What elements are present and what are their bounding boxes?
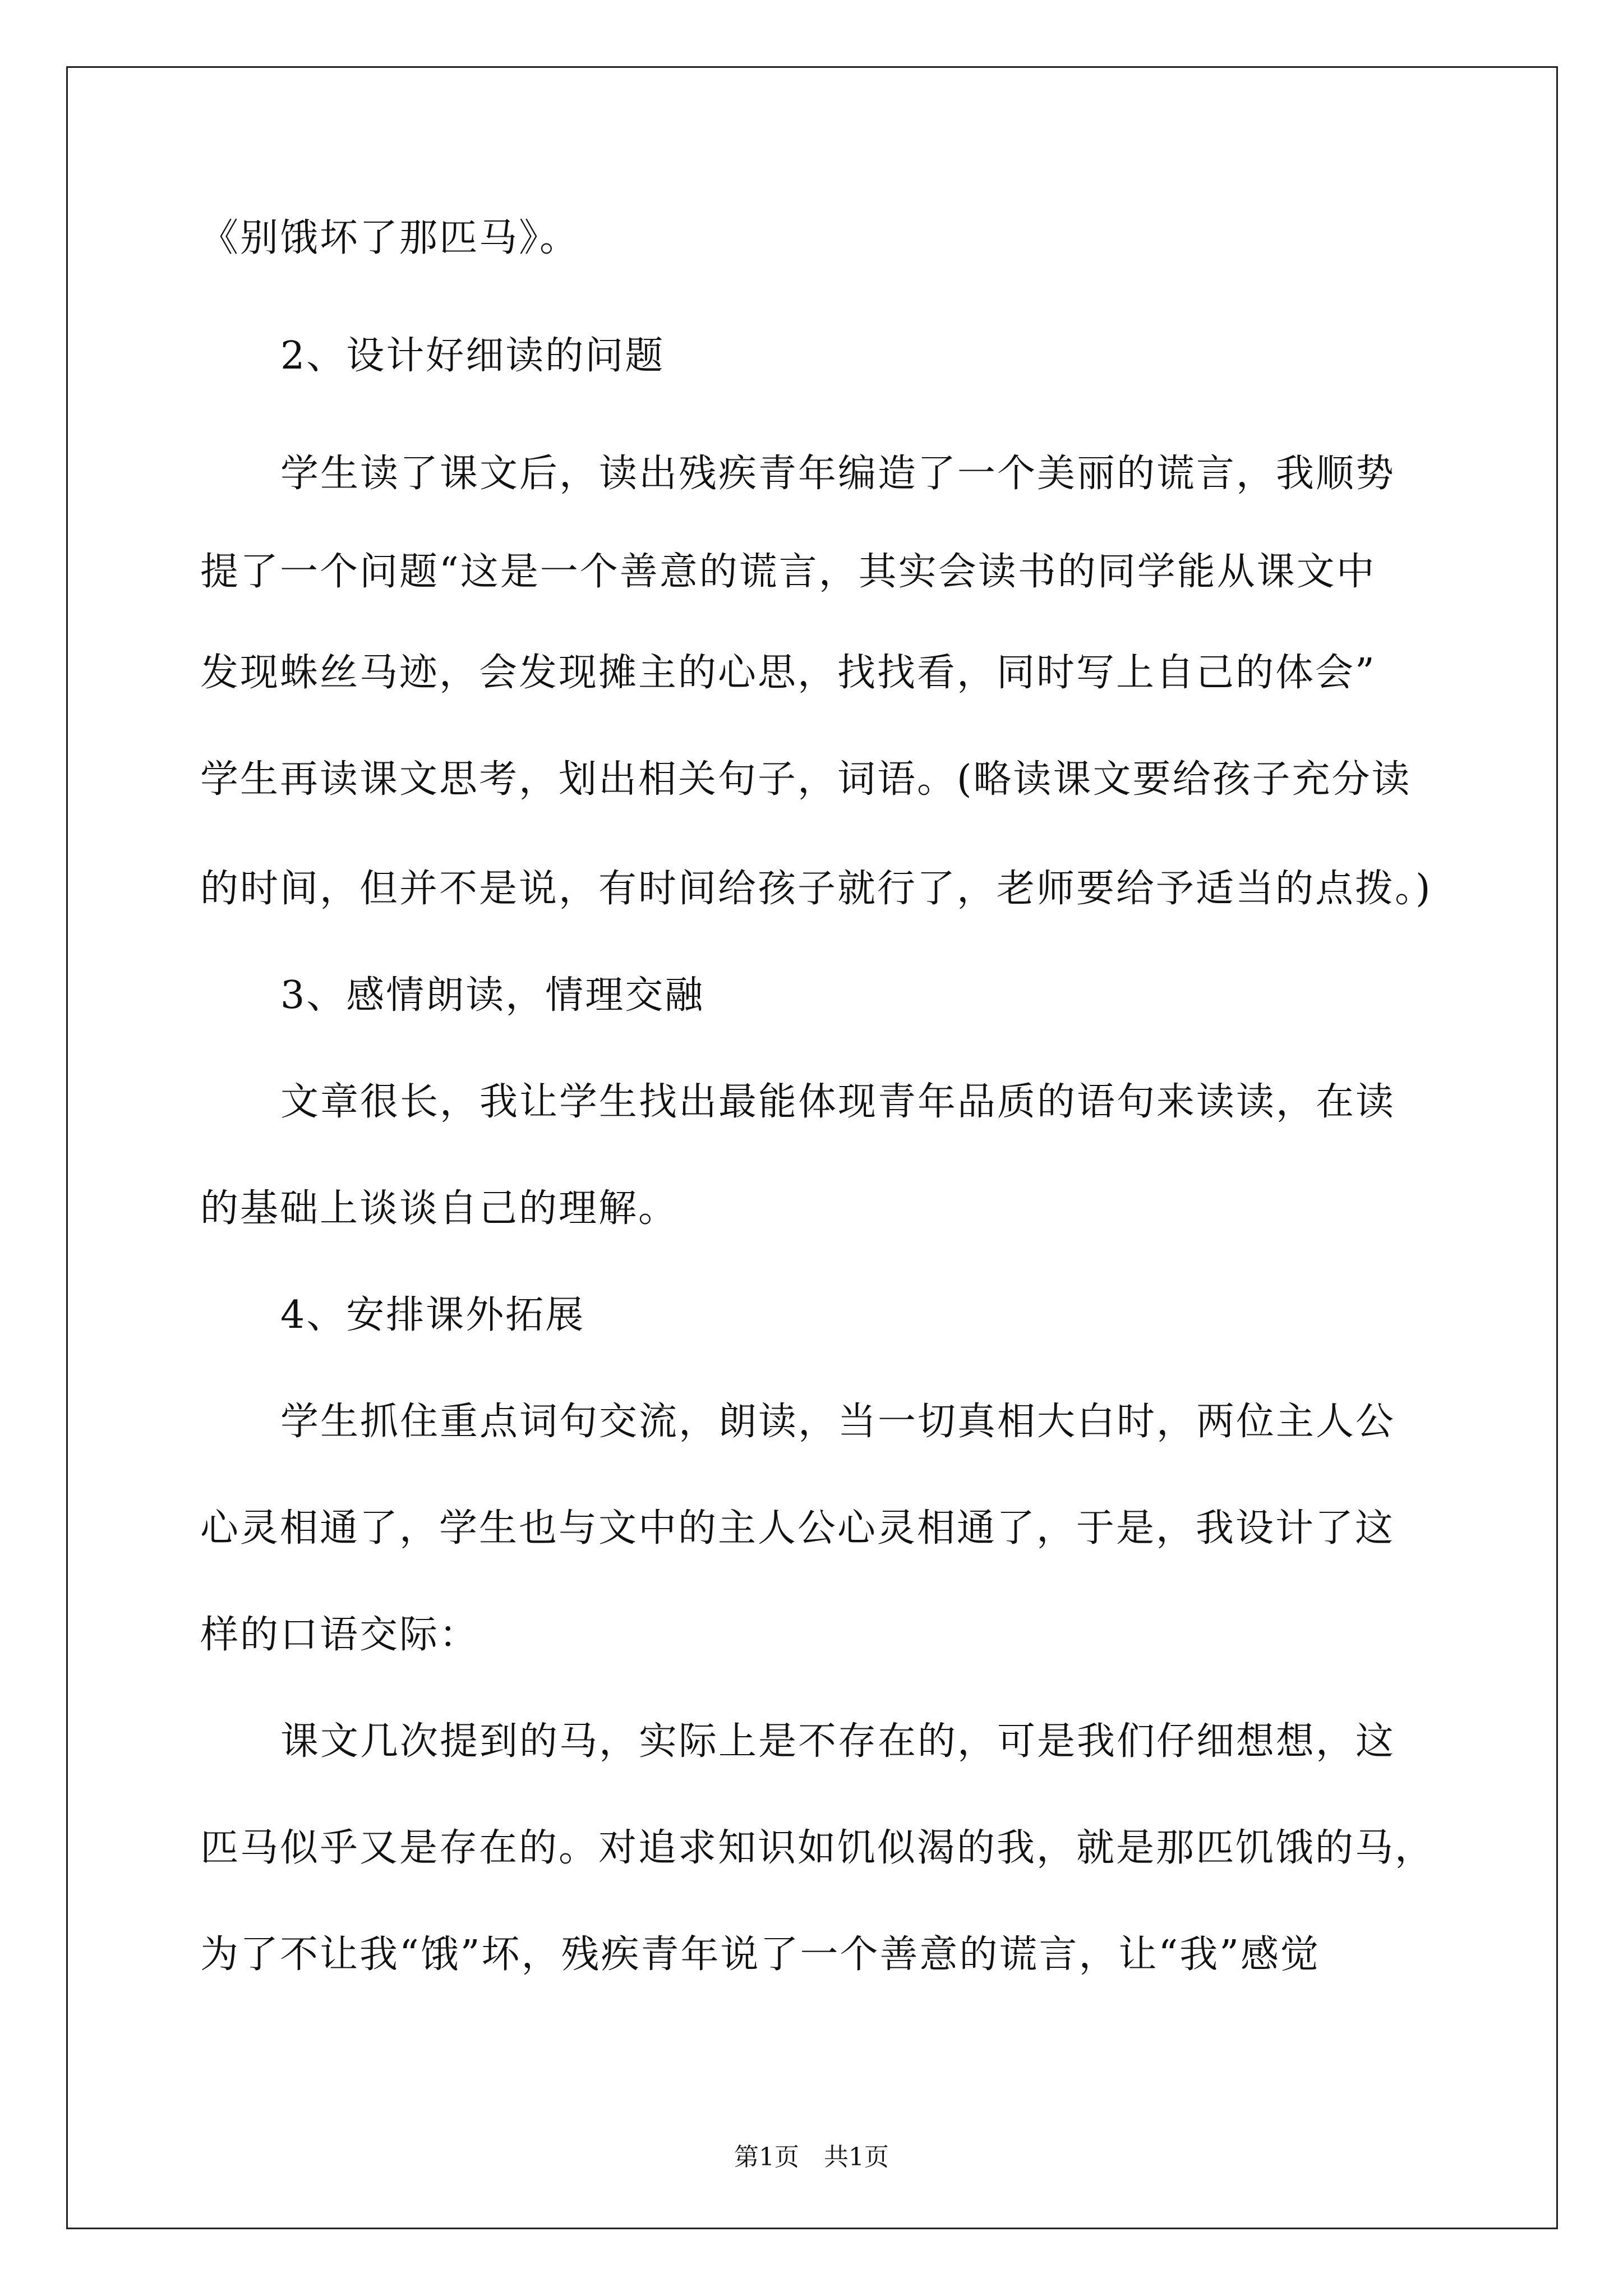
text-line: 文章很长，我让学生找出最能体现青年品质的语句来读读，在读 bbox=[280, 1080, 1396, 1124]
text-line: 匹马似乎又是存在的。对追求知识如饥似渴的我，就是那匹饥饿的马， bbox=[200, 1826, 1435, 1870]
text-line: 发现蛛丝马迹，会发现摊主的心思，找找看，同时写上自己的体会” bbox=[200, 651, 1376, 695]
section-heading: 4、安排课外拓展 bbox=[280, 1293, 585, 1337]
page-border bbox=[66, 66, 1558, 2229]
text-line: 的基础上谈谈自己的理解。 bbox=[200, 1186, 679, 1231]
text-line: 学生读了课文后，读出残疾青年编造了一个美丽的谎言，我顺势 bbox=[280, 452, 1396, 496]
text-line: 提了一个问题“这是一个善意的谎言，其实会读书的同学能从课文中 bbox=[200, 550, 1376, 594]
text-line: 学生抓住重点词句交流，朗读，当一切真相大白时，两位主人公 bbox=[280, 1400, 1396, 1444]
text-line: 《别饿坏了那匹马》。 bbox=[200, 216, 580, 260]
text-line: 心灵相通了，学生也与文中的主人公心灵相通了，于是，我设计了这 bbox=[200, 1506, 1395, 1550]
text-line: 样的口语交际： bbox=[200, 1613, 479, 1657]
text-line: 为了不让我“饿”坏，残疾青年说了一个善意的谎言，让“我”感觉 bbox=[200, 1932, 1321, 1977]
section-heading: 2、设计好细读的问题 bbox=[280, 334, 665, 378]
text-line: 课文几次提到的马，实际上是不存在的，可是我们仔细想想，这 bbox=[280, 1719, 1396, 1764]
text-line: 的时间，但并不是说，有时间给孩子就行了，老师要给予适当的点拨。) bbox=[200, 867, 1432, 911]
section-heading: 3、感情朗读，情理交融 bbox=[280, 973, 705, 1018]
text-line: 学生再读课文思考，划出相关句子，词语。(略读课文要给孩子充分读 bbox=[200, 757, 1412, 802]
page-footer: 第1页 共1页 bbox=[734, 2143, 889, 2171]
